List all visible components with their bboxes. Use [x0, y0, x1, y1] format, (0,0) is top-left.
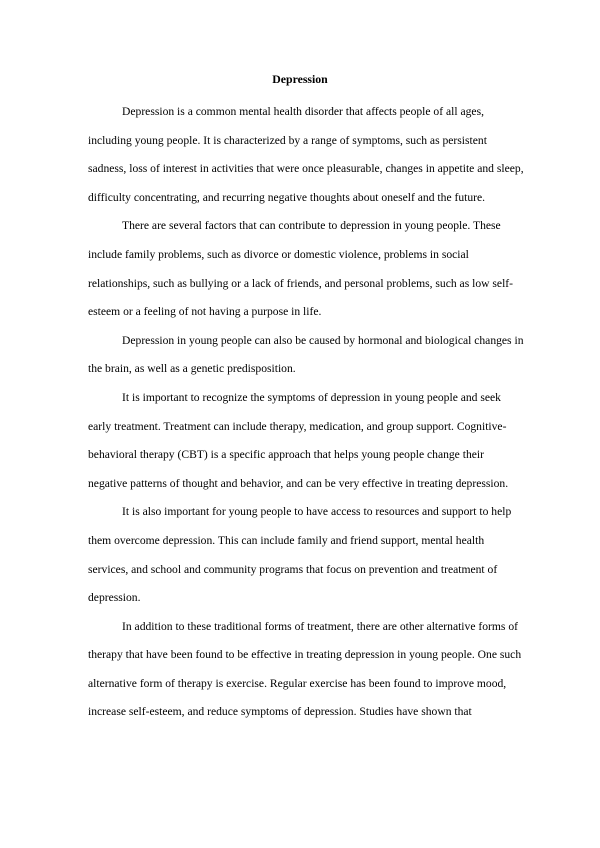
paragraph: Depression is a common mental health disorder that affects people of all ages, including young people. It is characterized by a range of symptoms, such as persistent sadness, loss of interest in activities that were once pleasurable, changes in appetite and sleep, difficulty concentrating, and recurring negative thoughts about oneself and the future. [88, 105, 524, 204]
paragraph: In addition to these traditional forms of treatment, there are other alternative forms of therapy that have been found to be effective in treating depression in young people. One such alternative form of therapy is exercise. Regular exercise has been found to improve mood, increase self-esteem, and reduce symptoms of depression. Studies have shown that [88, 619, 522, 719]
paragraph: It is important to recognize the symptoms of depression in young people and seek early treatment. Treatment can include therapy, medication, and group support. Cognitive-behavioral therapy (CBT) is a specific approach that helps young people change their negative patterns of thought and behavior, and can be very effective in treating depression. [88, 390, 509, 490]
paragraph: It is also important for young people to have access to resources and support to help them overcome depression. This can include family and friend support, mental health services, and school and community programs that focus on prevention and treatment of depression. [88, 505, 512, 605]
paragraph: Depression in young people can also be caused by hormonal and biological changes in the brain, as well as a genetic predisposition. [88, 333, 524, 376]
document-title: Depression [272, 72, 328, 86]
paragraph: There are several factors that can contribute to depression in young people. These include family problems, such as divorce or domestic violence, problems in social relationships, such as bullying or a lack of friends, and personal problems, such as low self-esteem or a feeling of not having a purpose in life. [88, 219, 514, 319]
document-body [88, 98, 524, 727]
